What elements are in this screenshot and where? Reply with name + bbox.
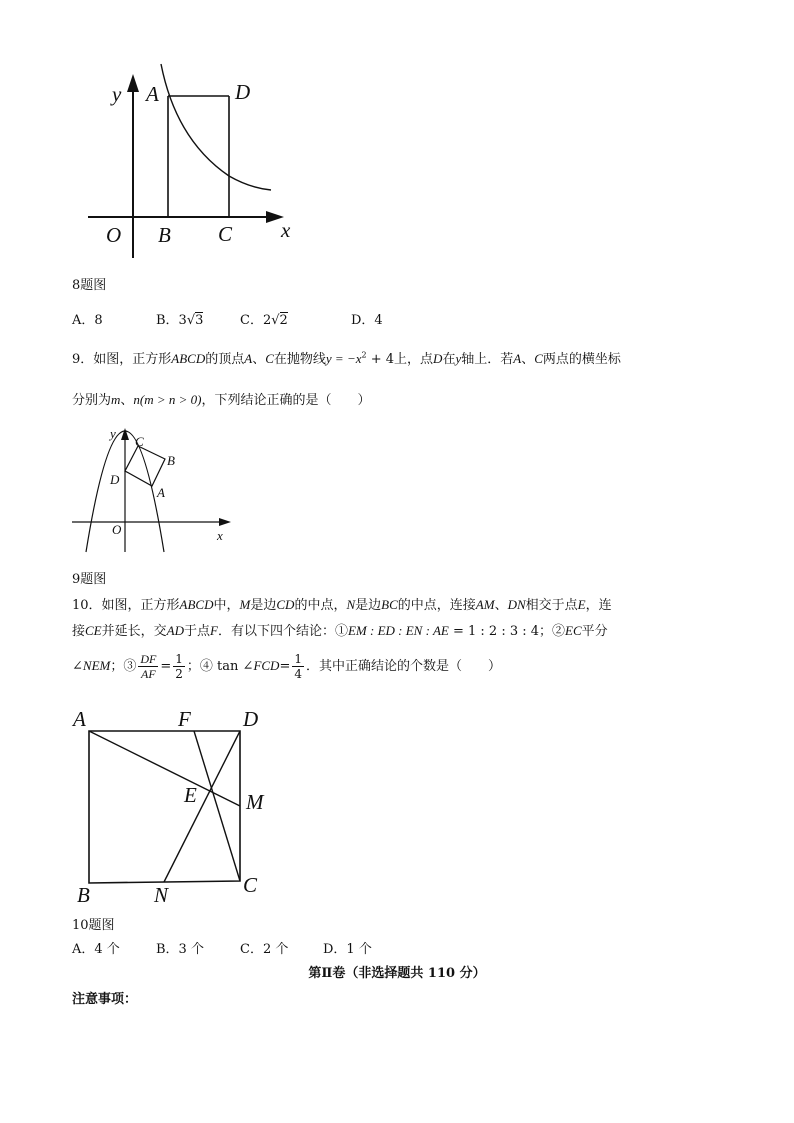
fig10-label-M: M: [246, 790, 264, 814]
text: 在抛物线: [273, 352, 326, 367]
notice-heading: 注意事项：: [72, 992, 138, 1007]
fig10-label-E: E: [184, 783, 197, 807]
fig10-label-B: B: [77, 883, 90, 907]
math: C: [534, 351, 543, 366]
math: ABCD: [179, 597, 214, 612]
q8-option-b-radicand: 3: [195, 313, 204, 328]
fig8-label-y: y: [112, 82, 122, 106]
math: y = −x: [325, 351, 362, 366]
denominator: AF: [141, 667, 156, 681]
math: y: [455, 351, 462, 366]
text: ∠: [72, 659, 83, 674]
fig10-label-D: D: [243, 707, 259, 731]
fig10-label-A: A: [73, 707, 86, 731]
math: EC: [565, 623, 582, 638]
math: m: [111, 392, 121, 407]
text: 分别为: [72, 393, 112, 408]
fig9-label-O: O: [112, 522, 122, 537]
fig9-label-D: D: [110, 472, 120, 487]
text: 并延长，交: [101, 624, 167, 639]
math: A: [244, 351, 253, 366]
text: 9．如图，正方形: [72, 352, 172, 367]
fig9-label-x: x: [217, 528, 223, 543]
math: ABCD: [171, 351, 206, 366]
fig8-label-D: D: [235, 80, 251, 104]
text: =: [160, 659, 172, 674]
fig10-label-N: N: [154, 883, 169, 907]
fig10-caption: 10题图: [72, 918, 115, 933]
math: AD: [166, 623, 184, 638]
math-sup: 2: [361, 350, 367, 360]
math: n(m > n > 0): [133, 392, 202, 407]
math: EM : ED : EN : AE: [347, 623, 449, 638]
text: 是边: [355, 598, 382, 613]
fig9-label-B: B: [167, 453, 175, 468]
fig9-label-y: y: [110, 426, 116, 441]
sqrt-symbol: √: [271, 313, 280, 328]
text: 轴上．若: [461, 352, 514, 367]
numerator: DF: [140, 652, 157, 666]
text: 中，: [213, 598, 240, 613]
math: FCD: [253, 658, 280, 673]
text: 上，点: [394, 352, 434, 367]
denominator: 2: [175, 667, 183, 681]
math: E: [577, 597, 586, 612]
text: 相交于点: [525, 598, 578, 613]
q10-option-a[interactable]: A．4 个: [72, 942, 120, 957]
fig8-label-C: C: [218, 222, 233, 246]
fig8-label-O: O: [106, 223, 122, 247]
q8-option-c-radicand: 2: [279, 313, 288, 328]
fig8-label-B: B: [158, 223, 171, 247]
text: ．有以下四个结论：①: [217, 624, 348, 639]
text: 10．如图，正方形: [72, 598, 180, 613]
math: C: [265, 351, 274, 366]
section-title: 第Ⅱ卷（非选择题共 110 分）: [308, 966, 486, 981]
q8-option-d[interactable]: D．4: [351, 313, 383, 328]
text: =: [279, 659, 291, 674]
math: BC: [381, 597, 398, 612]
text: 的中点，连接: [397, 598, 476, 613]
numerator: 1: [294, 652, 302, 666]
text: 平分: [581, 624, 608, 639]
fig9-label-C: C: [135, 434, 144, 449]
math: + 4: [366, 352, 395, 367]
numerator: 1: [175, 652, 183, 666]
text: 、: [494, 598, 508, 613]
text: 于点: [184, 624, 211, 639]
q10-option-d[interactable]: D．1 个: [323, 942, 372, 957]
q8-option-a[interactable]: A．8: [72, 313, 103, 328]
text: ；③: [110, 659, 137, 674]
fig8-label-A: A: [146, 82, 159, 106]
math: N: [346, 597, 356, 612]
q10-option-c[interactable]: C．2 个: [240, 942, 289, 957]
q8-option-b-prefix: B．3: [156, 313, 187, 328]
math: = 1 : 2 : 3 : 4: [448, 624, 540, 639]
math: CE: [85, 623, 102, 638]
q8-option-c-prefix: C．2: [240, 313, 272, 328]
math: NEM: [82, 658, 111, 673]
denominator: 4: [294, 667, 302, 681]
fig10-label-F: F: [178, 707, 191, 731]
fig8-label-x: x: [281, 218, 291, 242]
text: 、: [252, 352, 266, 367]
math: D: [433, 351, 443, 366]
text: ；④ tan ∠: [186, 659, 254, 674]
text: ；②: [539, 624, 566, 639]
text: 的顶点: [205, 352, 245, 367]
text: ．其中正确结论的个数是（ ）: [305, 659, 501, 674]
text: 的中点，: [294, 598, 347, 613]
math: F: [210, 623, 218, 638]
text: 是边: [250, 598, 277, 613]
fig10-label-C: C: [243, 873, 258, 897]
text: ，下列结论正确的是（ ）: [201, 393, 371, 408]
text: 、: [521, 352, 535, 367]
text: 、: [120, 393, 134, 408]
fig9-caption: 9题图: [72, 572, 107, 587]
text: 两点的横坐标: [542, 352, 621, 367]
text: 接: [72, 624, 86, 639]
fig9-label-A: A: [157, 485, 165, 500]
math: M: [239, 597, 251, 612]
fig8-caption: 8题图: [72, 278, 107, 293]
math: AM: [475, 597, 495, 612]
sqrt-symbol: √: [186, 313, 196, 328]
math: A: [513, 351, 522, 366]
text: 在: [442, 352, 456, 367]
q10-option-b[interactable]: B．3 个: [156, 942, 204, 957]
math: CD: [276, 597, 295, 612]
text: ，连: [585, 598, 612, 613]
math: DN: [507, 597, 526, 612]
